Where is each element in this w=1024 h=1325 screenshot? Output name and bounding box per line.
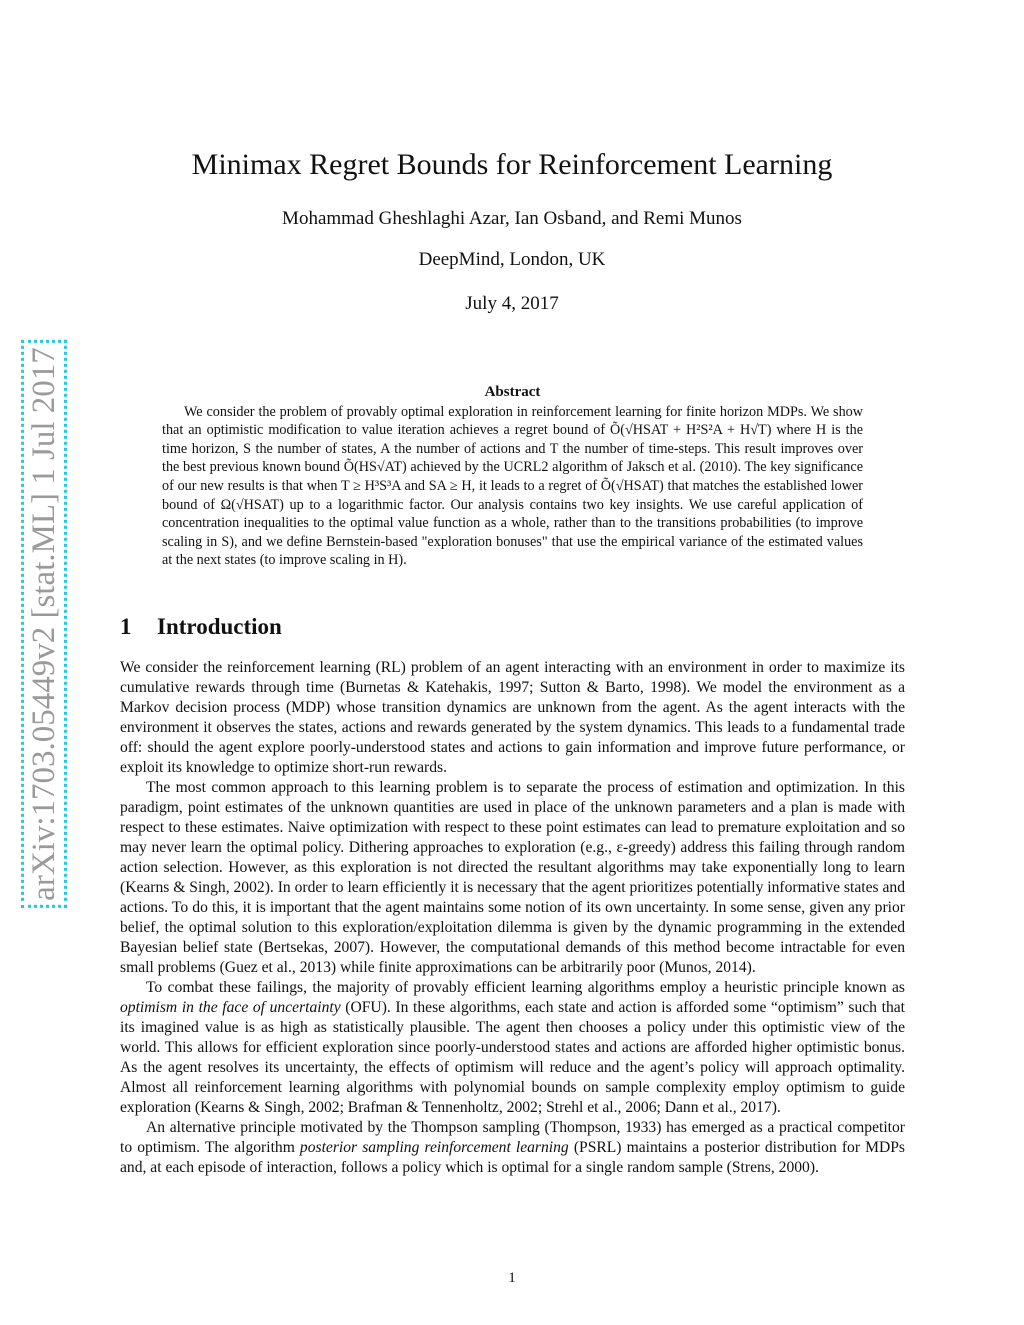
intro-paragraph-2: The most common approach to this learning problem is to separate the process of estimation and optimization. In this paradigm, point estimates of the unknown quantities are used in place of the unknown parameters and a plan is made with respect to these estimates. Naive optimization with respect to these point estimates can lead to premature exploitation and so may never learn the optimal policy. Dithering approaches to exploration (e.g., ε-greedy) address this failing through random action selection. However, as this exploration is not directed the resultant algorithms may take exponentially long to learn (Kearns & Singh, 2002). In order to learn efficiently it is necessary that the agent prioritizes potentially informative states and actions. To do this, it is important that the agent maintains some notion of its own uncertainty. In some sense, given any prior belief, the optimal solution to this exploration/exploitation dilemma is given by the dynamic programming in the extended Bayesian belief state (Bertsekas, 2007). However, the computational demands of this method become intractable for even small problems (Guez et al., 2013) while finite approximations can be arbitrarily poor (Munos, 2014). <box>120 779 905 976</box>
arxiv-sidebar <box>0 0 90 1325</box>
abstract-text: We consider the problem of provably optimal exploration in reinforcement learning for finite horizon MDPs. We show that an optimistic modification to value iteration achieves a regret bound of Õ(√HSAT + H²S²A + H√T) where H is the time horizon, S the number of states, A the number of actions and T the number of time-steps. This result improves over the best previous known bound Õ(HS√AT) achieved by the UCRL2 algorithm of Jaksch et al. (2010). The key significance of our new results is that when T ≥ H³S³A and SA ≥ H, it leads to a regret of Õ(√HSAT) that matches the established lower bound of Ω(√HSAT) up to a logarithmic factor. Our analysis contains two key insights. We use careful application of concentration inequalities to the optimal value function as a whole, rather than to the transitions probabilities (to improve scaling in S), and we define Bernstein-based "exploration bonuses" that use the empirical variance of the estimated values at the next states (to improve scaling in H). <box>162 403 863 569</box>
intro-paragraph-3-emphasis: optimism in the face of uncertainty <box>120 999 341 1016</box>
intro-paragraph-4 <box>120 1118 905 1178</box>
abstract-heading: Abstract <box>484 384 541 400</box>
intro-paragraph-4-emphasis: posterior sampling reinforcement learning <box>299 1139 569 1156</box>
intro-paragraph-3-text-b: (OFU). In these algorithms, each state and action is afforded some “optimism” such that its imagined value is as high as statistically plausible. The agent then chooses a policy under this optimistic view of the world. This allows for efficient exploration since poorly-understood states and actions are afforded higher optimistic bonus. As the agent resolves its uncertainty, the effects of optimism will reduce and the agent’s policy will approach optimality. Almost all reinforcement learning algorithms with polynomial bounds on sample complexity employ optimism to guide exploration (Kearns & Singh, 2002; Brafman & Tennenholtz, 2002; Strehl et al., 2006; Dann et al., 2017). <box>120 999 905 1116</box>
intro-paragraph-1: We consider the reinforcement learning (RL) problem of an agent interacting with an environment in order to maximize its cumulative rewards through time (Burnetas & Katehakis, 1997; Sutton & Barto, 1998). We model the environment as a Markov decision process (MDP) whose transition dynamics are unknown from the agent. As the agent interacts with the environment it observes the states, actions and rewards generated by the system dynamics. This leads to a fundamental trade off: should the agent explore poorly-understood states and actions to gain information and improve future performance, or exploit its knowledge to optimize short-run rewards. <box>120 659 905 776</box>
introduction-section <box>120 614 905 1178</box>
intro-paragraph-4-text-a: An alternative principle motivated by the Thompson sampling (Thompson, 1933) has emerged as a practical competitor to optimism. The algorithm <box>120 1119 905 1156</box>
section-title: Introduction <box>157 614 282 639</box>
abstract-block <box>162 383 863 570</box>
page-number: 1 <box>508 1270 516 1286</box>
intro-paragraph-3 <box>120 978 905 1118</box>
intro-paragraph-3-text-a: To combat these failings, the majority of provably efficient learning algorithms employ a heuristic principle known as <box>146 979 905 996</box>
paper-title: Minimax Regret Bounds for Reinforcement Learning <box>191 148 833 181</box>
paper-affiliation: DeepMind, London, UK <box>418 249 606 270</box>
paper-date: July 4, 2017 <box>465 293 559 314</box>
arxiv-identifier-link[interactable]: arXiv:1703.05449v2 [stat.ML] 1 Jul 2017 <box>21 340 67 908</box>
intro-paragraph-4-text-b: (PSRL) maintains a posterior distribution for MDPs and, at each episode of interaction, follows a policy which is optimal for a single random sample (Strens, 2000). <box>120 1139 905 1176</box>
section-number: 1 <box>120 614 132 639</box>
paper-authors: Mohammad Gheshlaghi Azar, Ian Osband, and Remi Munos <box>282 208 742 229</box>
section-heading <box>120 614 905 640</box>
